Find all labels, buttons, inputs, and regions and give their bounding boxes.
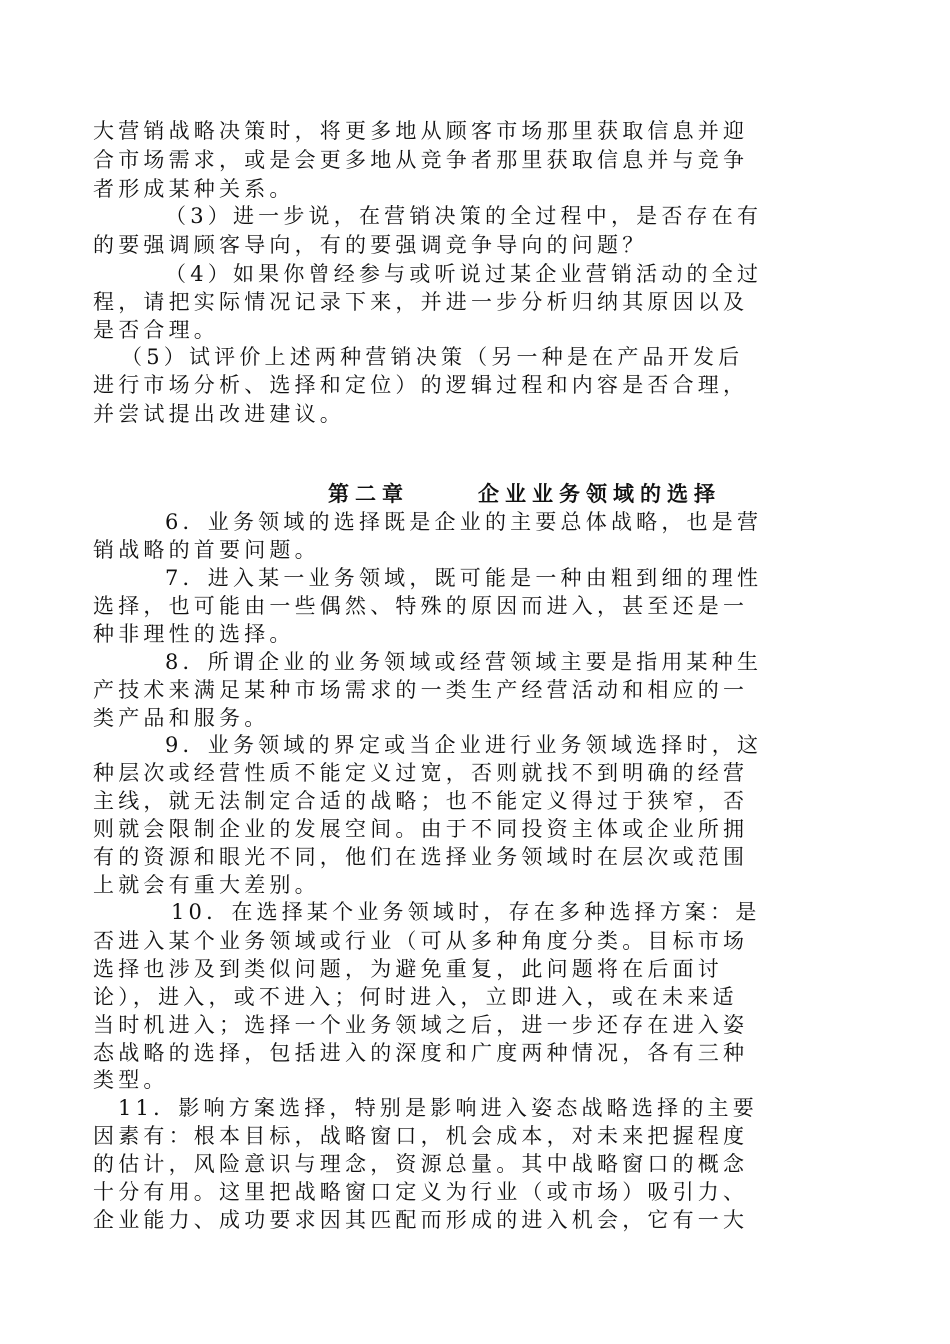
text-line: 11．影响方案选择，特别是影响进入姿态战略选择的主要 [118, 1096, 758, 1120]
text-line: 合市场需求，或是会更多地从竞争者那里获取信息并与竞争 [93, 148, 749, 172]
text-line: 进行市场分析、选择和定位）的逻辑过程和内容是否合理， [93, 373, 749, 397]
text-line: （5）试评价上述两种营销决策（另一种是在产品开发后 [121, 345, 744, 369]
text-line: （3）进一步说，在营销决策的全过程中，是否存在有 [165, 204, 763, 228]
text-line: 者形成某种关系。 [93, 177, 295, 201]
text-line: 态战略的选择，包括进入的深度和广度两种情况，各有三种 [93, 1041, 749, 1065]
text-line: 选择也涉及到类似问题，为避免重复，此问题将在后面讨 [93, 957, 723, 981]
text-line: 当时机进入；选择一个业务领域之后，进一步还存在进入姿 [93, 1013, 749, 1037]
text-line: 类产品和服务。 [93, 706, 270, 730]
text-line: 种非理性的选择。 [93, 622, 295, 646]
text-line: 有的资源和眼光不同，他们在选择业务领域时在层次或范围 [93, 845, 749, 869]
text-line: 选择，也可能由一些偶然、特殊的原因而进入，甚至还是一 [93, 594, 749, 618]
text-line: （4）如果你曾经参与或听说过某企业营销活动的全过 [165, 262, 763, 286]
text-line: 产技术来满足某种市场需求的一类生产经营活动和相应的一 [93, 678, 749, 702]
chapter-title: 企业业务领域的选择 [478, 481, 721, 506]
text-line: 的估计，风险意识与理念，资源总量。其中战略窗口的概念 [93, 1152, 749, 1176]
text-line: 否进入某个业务领域或行业（可从多种角度分类。目标市场 [93, 929, 749, 953]
text-line: 7．进入某一业务领域，既可能是一种由粗到细的理性 [165, 566, 763, 590]
text-line: 的要强调顾客导向，有的要强调竞争导向的问题？ [93, 233, 648, 257]
text-line: 因素有：根本目标，战略窗口，机会成本，对未来把握程度 [93, 1124, 749, 1148]
text-line: 销战略的首要问题。 [93, 538, 320, 562]
text-line: 十分有用。这里把战略窗口定义为行业（或市场）吸引力、 [93, 1180, 749, 1204]
text-line: 主线，就无法制定合适的战略；也不能定义得过于狭窄，否 [93, 789, 749, 813]
text-line: 程，请把实际情况记录下来，并进一步分析归纳其原因以及 [93, 290, 749, 314]
chapter-number: 第二章 [328, 481, 409, 506]
text-line: 上就会有重大差别。 [93, 873, 320, 897]
text-line: 种层次或经营性质不能定义过宽，否则就找不到明确的经营 [93, 761, 749, 785]
text-line: 大营销战略决策时，将更多地从顾客市场那里获取信息并迎 [93, 119, 749, 143]
text-line: 企业能力、成功要求因其匹配而形成的进入机会，它有一大 [93, 1208, 749, 1232]
text-line: 是否合理。 [93, 318, 219, 342]
text-line: 则就会限制企业的发展空间。由于不同投资主体或企业所拥 [93, 817, 749, 841]
text-line: 类型。 [93, 1068, 169, 1092]
text-line: 论），进入，或不进入；何时进入，立即进入，或在未来适 [93, 985, 738, 1009]
text-line: 10．在选择某个业务领域时，存在多种选择方案：是 [171, 900, 761, 924]
text-line: 9．业务领域的界定或当企业进行业务领域选择时，这 [165, 733, 763, 757]
text-line: 6．业务领域的选择既是企业的主要总体战略，也是营 [165, 510, 763, 534]
text-line: 并尝试提出改进建议。 [93, 402, 345, 426]
text-line: 8．所谓企业的业务领域或经营领域主要是指用某种生 [165, 650, 763, 674]
